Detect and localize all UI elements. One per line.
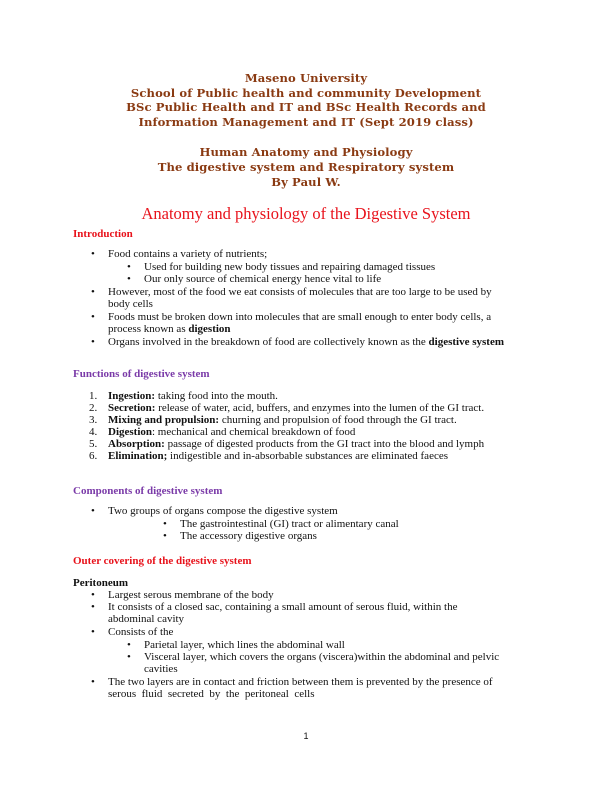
list-item: Largest serous membrane of the body [108, 589, 274, 601]
section-heading-components: Components of digestive system [73, 485, 223, 497]
list-item-continuation: serous fluid secreted by the peritoneal cells [108, 688, 315, 700]
course-title: Human Anatomy and Physiology [199, 145, 413, 159]
author: By Paul W. [271, 175, 341, 189]
bold-term: Mixing and propulsion: [108, 414, 220, 426]
bullet-icon: • [91, 601, 95, 613]
program-line-2: Information Management and IT (Sept 2019 class) [138, 114, 474, 129]
item-number: 2. [89, 402, 98, 414]
bullet-icon: • [91, 676, 95, 688]
list-item: Consists of the [108, 626, 174, 638]
bullet-icon: • [127, 273, 131, 285]
section-heading-outer-covering: Outer covering of the digestive system [73, 555, 252, 567]
text: : mechanical and chemical breakdown of food [152, 426, 356, 438]
bold-term: digestive system [428, 336, 505, 348]
page-title: Anatomy and physiology of the Digestive System [141, 204, 471, 223]
bullet-icon: • [91, 505, 95, 517]
list-item: The two layers are in contact and friction between them is prevented by the presence of [108, 676, 493, 688]
item-number: 3. [89, 414, 98, 426]
text: churning and propulsion of food through the GI tract. [219, 414, 457, 426]
list-item: Two groups of organs compose the digestive system [108, 505, 338, 517]
bullet-icon: • [163, 518, 167, 530]
item-number: 1. [89, 390, 98, 402]
section-heading-introduction: Introduction [73, 228, 133, 240]
list-item: Visceral layer, which covers the organs (viscera)within the abdominal and pelvic [144, 651, 500, 663]
list-item-continuation: body cells [108, 298, 153, 310]
bullet-icon: • [91, 336, 95, 348]
list-item: Parietal layer, which lines the abdominal wall [144, 639, 345, 651]
bullet-icon: • [91, 286, 95, 298]
bullet-icon: • [91, 589, 95, 601]
list-item: However, most of the food we eat consists of molecules that are too large to be used by [108, 286, 492, 298]
bullet-icon: • [163, 530, 167, 542]
text: release of water, acid, buffers, and enzymes into the lumen of the GI tract. [155, 402, 485, 414]
item-number: 5. [89, 438, 98, 450]
bold-term: Absorption: [108, 438, 165, 450]
bold-term: digestion [188, 323, 231, 335]
bullet-icon: • [127, 639, 131, 651]
bullet-icon: • [91, 626, 95, 638]
bullet-icon: • [91, 248, 95, 260]
list-item: It consists of a closed sac, containing a small amount of serous fluid, within the [108, 601, 458, 613]
course-subtitle: The digestive system and Respiratory system [157, 160, 455, 174]
school-name: School of Public health and community Development [130, 85, 482, 100]
list-item [89, 450, 448, 463]
text: taking food into the mouth. [155, 390, 278, 402]
text: process known as [108, 323, 189, 335]
list-item: Our only source of chemical energy hence vital to life [144, 273, 382, 285]
text: Organs involved in the breakdown of food are collectively known as the [108, 336, 429, 348]
section-heading-functions: Functions of digestive system [73, 368, 210, 380]
bullet-icon: • [127, 261, 131, 273]
item-number: 6. [89, 450, 98, 462]
university-name: Maseno University [244, 71, 368, 85]
page-number: 1 [303, 731, 309, 741]
list-item [108, 336, 504, 349]
subheading-peritoneum: Peritoneum [73, 577, 128, 589]
bold-term: Elimination; [108, 450, 168, 462]
item-number: 4. [89, 426, 98, 438]
list-item: Foods must be broken down into molecules that are small enough to enter body cells, a [108, 311, 492, 323]
text: indigestible and in-absorbable substances are eliminated faeces [167, 450, 448, 462]
bullet-icon: • [91, 311, 95, 323]
list-item-continuation [108, 323, 231, 336]
list-item: The gastrointestinal (GI) tract or alimentary canal [180, 518, 399, 530]
text: passage of digested products from the GI tract into the blood and lymph [164, 438, 485, 450]
bold-term: Ingestion: [108, 390, 156, 402]
list-item-continuation: abdominal cavity [108, 613, 185, 625]
list-item: The accessory digestive organs [180, 530, 317, 542]
list-item-continuation: cavities [144, 663, 178, 675]
bold-term: Digestion [108, 426, 152, 438]
bold-term: Secretion: [108, 402, 156, 414]
list-item: Food contains a variety of nutrients; [108, 248, 268, 260]
program-line-1: BSc Public Health and IT and BSc Health Records and [126, 100, 486, 114]
bullet-icon: • [127, 651, 131, 663]
list-item: Used for building new body tissues and repairing damaged tissues [144, 261, 436, 273]
